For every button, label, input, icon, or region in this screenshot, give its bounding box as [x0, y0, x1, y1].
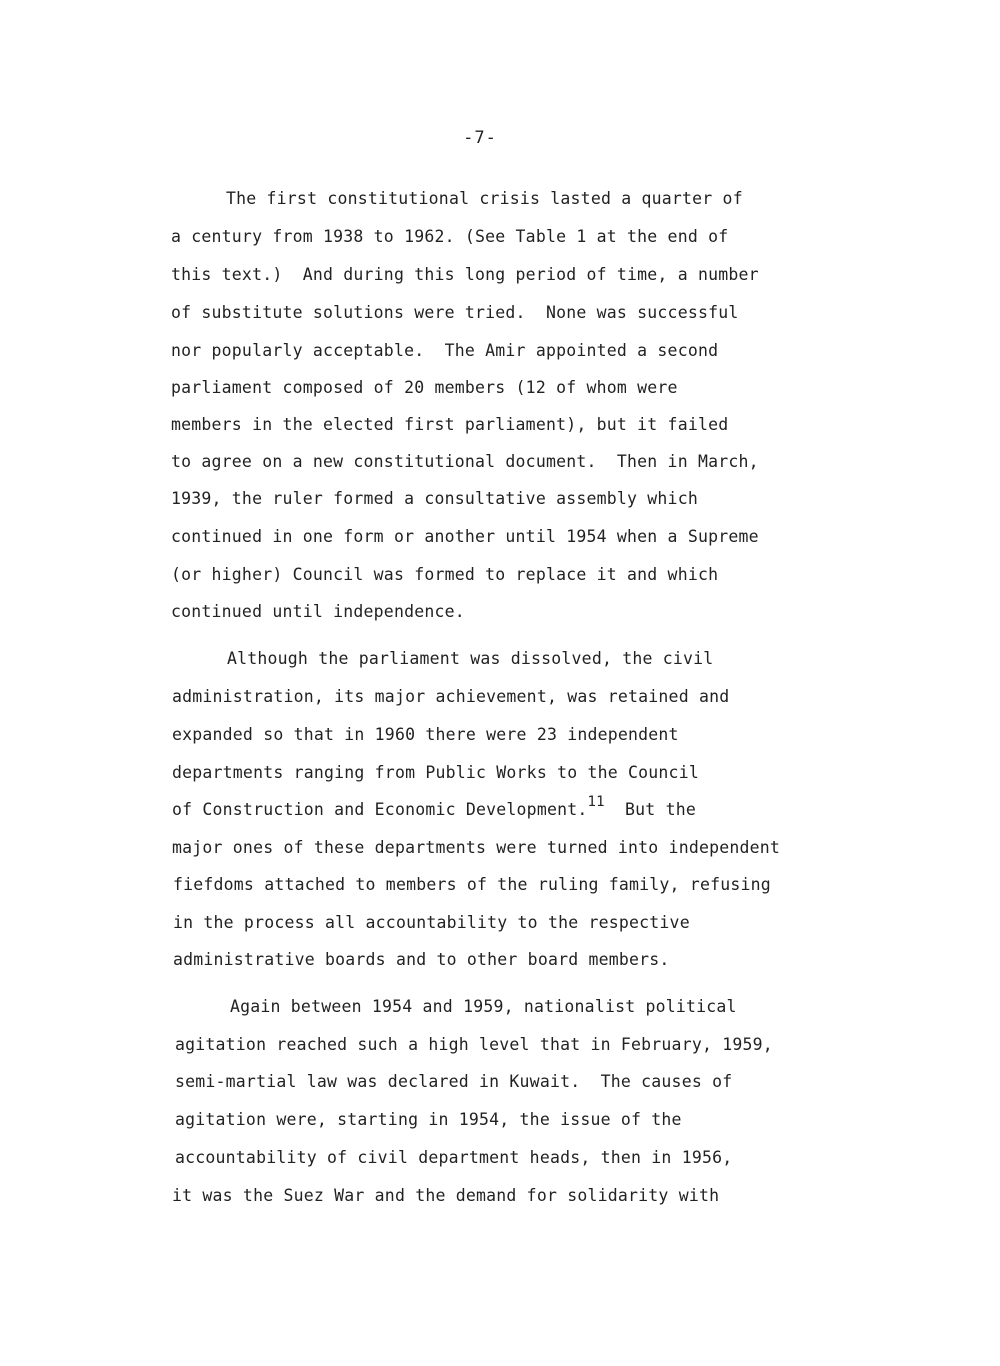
footnote-marker: 11	[587, 794, 605, 810]
text-segment: of Construction and Economic Development.	[172, 800, 588, 819]
text-line: accountability of civil department heads, then in 1956,	[175, 1148, 733, 1167]
text-line: agitation were, starting in 1954, the issue of the	[175, 1110, 682, 1129]
text-line: Although the parliament was dissolved, the civil	[227, 649, 714, 668]
text-line: 1939, the ruler formed a consultative assembly which	[171, 489, 698, 508]
text-line: departments ranging from Public Works to the Council	[172, 763, 699, 782]
text-line: administration, its major achievement, was retained and	[172, 687, 730, 706]
text-line: parliament composed of 20 members (12 of whom were	[171, 378, 678, 397]
text-line: it was the Suez War and the demand for solidarity with	[172, 1186, 720, 1205]
text-line: continued until independence.	[171, 602, 465, 621]
text-line: of substitute solutions were tried. None was successful	[171, 303, 739, 322]
text-line: members in the elected first parliament), but it failed	[171, 415, 729, 434]
text-line: Again between 1954 and 1959, nationalist political	[230, 997, 737, 1016]
text-line: to agree on a new constitutional document. Then in March,	[171, 452, 759, 471]
text-segment: But the	[604, 800, 696, 819]
text-line: (or higher) Council was formed to replace it and which	[171, 565, 719, 584]
text-line: nor popularly acceptable. The Amir appointed a second	[171, 341, 719, 360]
text-line: continued in one form or another until 1954 when a Supreme	[171, 527, 759, 546]
text-line: administrative boards and to other board members.	[173, 950, 670, 969]
text-line: this text.) And during this long period of time, a number	[171, 265, 759, 284]
text-line: agitation reached such a high level that in February, 1959,	[175, 1035, 773, 1054]
text-line: a century from 1938 to 1962. (See Table 1 at the end of	[171, 227, 729, 246]
text-line: fiefdoms attached to members of the ruling family, refusing	[173, 875, 771, 894]
text-line: expanded so that in 1960 there were 23 independent	[172, 725, 679, 744]
text-line: semi-martial law was declared in Kuwait. The causes of	[175, 1072, 733, 1091]
text-line-with-footnote	[172, 794, 696, 821]
text-line: major ones of these departments were turned into independent	[172, 838, 781, 857]
text-line: The first constitutional crisis lasted a quarter of	[226, 189, 743, 208]
text-line: in the process all accountability to the respective	[173, 913, 690, 932]
page-number: -7-	[463, 128, 497, 148]
